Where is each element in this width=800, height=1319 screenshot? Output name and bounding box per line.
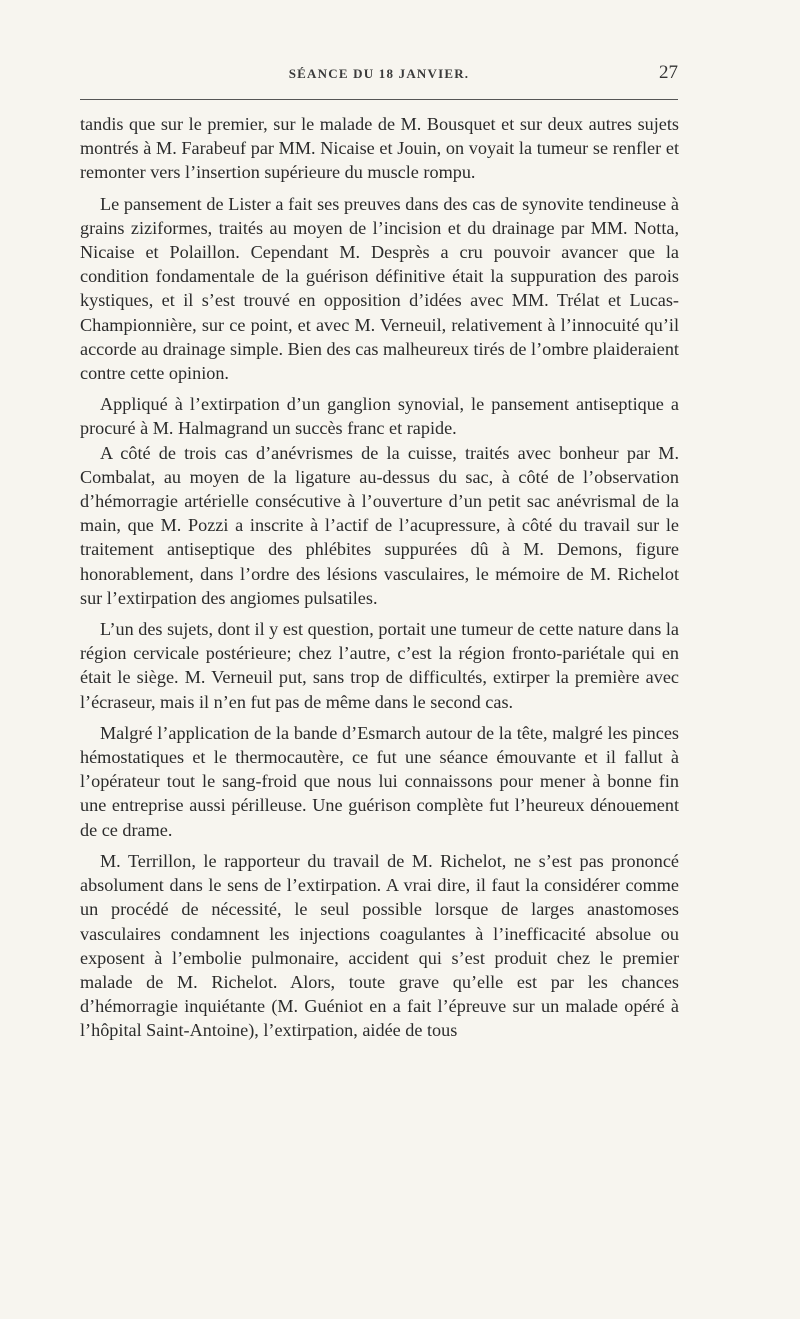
paragraph: Le pansement de Lister a fait ses preuves dans des cas de synovite tendineuse à grains ziziformes, traités au moyen de l’incision et du drainage par MM. Notta, Nicaise et Polaillon. Cependant M. Desprès a cru pouvoir avancer que la condition fondamentale de la guérison définitive était la suppuration des parois kystiques, et il s’est trouvé en opposition d’idées avec MM. Trélat et Lucas-Championnière, sur ce point, et avec M. Verneuil, relativement à l’innocuité qu’il accorde au drainage simple. Bien des cas malheureux tirés de l’ombre plaideraient contre cette opinion.	[80, 193, 679, 384]
paragraph: M. Terrillon, le rapporteur du travail de M. Richelot, ne s’est pas prononcé absolument dans le sens de l’extirpation. A vrai dire, il faut la considérer comme un procédé de nécessité, le seul possible lorsque de larges anastomoses vasculaires condamnent les injections coagulantes à l’inefficacité absolue ou exposent à l’embolie pulmonaire, accident qui s’est produit chez le premier malade de M. Richelot. Alors, toute grave qu’elle est par les chances d’hémorragie inquiétante (M. Guéniot en a fait l’épreuve sur un malade opéré à l’hôpital Saint-Antoine), l’extirpation, aidée de tous	[80, 850, 679, 1041]
running-title: SÉANCE DU 18 JANVIER.	[288, 66, 470, 81]
header-rule	[80, 99, 678, 100]
paragraph: Malgré l’application de la bande d’Esmarch autour de la tête, malgré les pinces hémostatiques et le thermocautère, ce fut une séance émouvante et il fallut à l’opérateur tout le sang-froid que nous lui connaissons pour mener à bonne fin une entreprise aussi périlleuse. Une guérison complète fut l’heureux dénouement de ce drame.	[80, 722, 679, 840]
body-text	[80, 112, 679, 1050]
running-head	[78, 62, 680, 86]
paragraph: L’un des sujets, dont il y est question, portait une tumeur de cette nature dans la région cervicale postérieure; chez l’autre, c’est la région fronto-pariétale qui en était le siège. M. Verneuil put, sans trop de difficultés, extirper la première avec l’écraseur, mais il n’en fut pas de même dans le second cas.	[80, 619, 679, 712]
paragraph: A côté de trois cas d’anévrismes de la cuisse, traités avec bonheur par M. Combalat, au moyen de la ligature au-dessus du sac, à côté de l’observation d’hémorragie artérielle consécutive à l’ouverture d’un petit sac anévrismal de la main, que M. Pozzi a inscrite à l’actif de l’acupressure, à côté du travail sur le traitement antiseptique des phlébites suppurées dû à M. Demons, figure honorablement, dans l’ordre des lésions vasculaires, le mémoire de M. Richelot sur l’extirpation des angiomes pulsatiles.	[80, 442, 679, 608]
page-number: 27	[659, 62, 678, 83]
paragraph: Appliqué à l’extirpation d’un ganglion synovial, le pansement antiseptique a procuré à M. Halmagrand un succès franc et rapide.	[80, 394, 679, 439]
paragraph: tandis que sur le premier, sur le malade de M. Bousquet et sur deux autres sujets montrés à M. Farabeuf par MM. Nicaise et Jouin, on voyait la tumeur se renfler et remonter vers l’insertion supérieure du muscle rompu.	[80, 114, 679, 183]
